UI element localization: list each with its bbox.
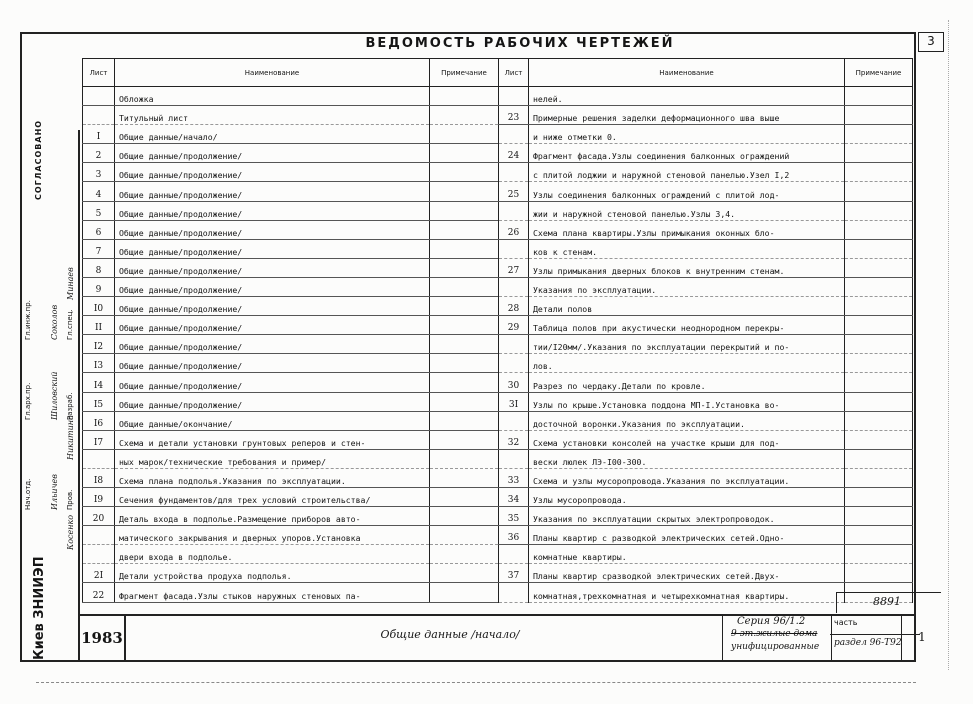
sheet-number-cell: 32: [499, 430, 529, 449]
note-cell: [430, 411, 499, 430]
note-cell: [430, 354, 499, 373]
name-0: Соколов: [50, 304, 59, 340]
table-row: [499, 258, 913, 277]
sheet-number-cell: [499, 277, 529, 296]
note-cell: [430, 583, 499, 602]
sheet-number-cell: 28: [499, 297, 529, 316]
sheet-number-cell: [499, 125, 529, 144]
note-cell: [845, 526, 913, 545]
sheet-number-cell: I: [83, 125, 115, 144]
table-row: [499, 125, 913, 144]
sheet-name-cell: Фрагмент фасада.Узлы стыков наружных стеновых па-: [115, 583, 430, 602]
name-5: Косенко: [66, 514, 75, 550]
sheet-number-cell: 6: [83, 220, 115, 239]
table-row: [83, 545, 499, 564]
note-cell: [845, 373, 913, 392]
table-row: [499, 487, 913, 506]
table-row: [83, 583, 499, 602]
table-row: [83, 144, 499, 163]
table-row: [83, 392, 499, 411]
table-row: [499, 201, 913, 220]
sheet-name-cell: Указания по эксплуатации.: [529, 277, 845, 296]
note-cell: [845, 144, 913, 163]
sheet-number-cell: [499, 449, 529, 468]
sheet-number-cell: 5: [83, 201, 115, 220]
sheet-name-cell: Общие данные/продолжение/: [115, 258, 430, 277]
table-row: [83, 526, 499, 545]
table-row: [83, 335, 499, 354]
sheet-name-cell: Общие данные/продолжение/: [115, 316, 430, 335]
note-cell: [845, 220, 913, 239]
note-cell: [845, 487, 913, 506]
note-cell: [845, 201, 913, 220]
table-row: [499, 411, 913, 430]
note-cell: [430, 430, 499, 449]
col-header-name: Наименование: [529, 59, 845, 87]
note-cell: [430, 144, 499, 163]
table-row: [83, 258, 499, 277]
sheet-name-cell: комнатные квартиры.: [529, 545, 845, 564]
note-cell: [845, 392, 913, 411]
sheet-number-cell: [83, 106, 115, 125]
note-cell: [845, 449, 913, 468]
table-row: [499, 239, 913, 258]
table-row: [499, 354, 913, 373]
note-cell: [845, 468, 913, 487]
sheet-number-cell: I3: [83, 354, 115, 373]
sheet-number-cell: I2: [83, 335, 115, 354]
table-row: [83, 220, 499, 239]
table-row: [499, 430, 913, 449]
part-label: часть: [830, 614, 920, 635]
series-block: [722, 614, 832, 662]
sheet-name-cell: ков к стенам.: [529, 239, 845, 258]
sheet-name-cell: Узлы по крыше.Установка поддона МП-I.Установка во-: [529, 392, 845, 411]
sheet-name-cell: Общие данные/продолжение/: [115, 239, 430, 258]
table-row: [83, 468, 499, 487]
note-cell: [845, 354, 913, 373]
note-cell: [430, 297, 499, 316]
sheet-name-cell: Титульный лист: [115, 106, 430, 125]
note-cell: [430, 277, 499, 296]
table-row: [83, 239, 499, 258]
sheet-name-cell: Узлы мусоропровода.: [529, 487, 845, 506]
note-cell: [845, 125, 913, 144]
note-cell: [845, 239, 913, 258]
table-row: [499, 316, 913, 335]
col-header-sheet: Лист: [499, 59, 529, 87]
sheet-number-cell: 22: [83, 583, 115, 602]
sheet-name-cell: досточной воронки.Указания по эксплуатации.: [529, 411, 845, 430]
sheet-number-cell: 4: [83, 182, 115, 201]
note-cell: [430, 163, 499, 182]
sheet-number-cell: 20: [83, 507, 115, 526]
table-row: [499, 87, 913, 106]
sheet-name-cell: двери входа в подполье.: [115, 545, 430, 564]
sheet-number-cell: 9: [83, 277, 115, 296]
sheet-number-cell: [499, 87, 529, 106]
sheet-name-cell: комнатная,трехкомнатная и четырехкомнатная квартиры.: [529, 583, 845, 602]
sheet-name-cell: Общие данные/продолжение/: [115, 201, 430, 220]
section-code: раздел 96-T92: [834, 638, 902, 648]
sheet-name-cell: Указания по эксплуатации скрытых электропроводок.: [529, 507, 845, 526]
table-row: [83, 297, 499, 316]
sheet-name-cell: Таблица полов при акустически неоднородном перекры-: [529, 316, 845, 335]
side-stamp: [22, 119, 80, 660]
sheet-number-cell: [499, 335, 529, 354]
sheet-number-cell: 3I: [499, 392, 529, 411]
table-row: [499, 335, 913, 354]
note-cell: [430, 316, 499, 335]
sheet-name-cell: Схема и детали установки грунтовых реперов и стен-: [115, 430, 430, 449]
table-row: [83, 411, 499, 430]
sheet-name-cell: вески люлек ЛЭ-I00-300.: [529, 449, 845, 468]
sheet-name-cell: Детали устройства продуха подполья.: [115, 564, 430, 583]
col-header-note: Примечание: [845, 59, 913, 87]
table-row: [499, 526, 913, 545]
sheet-number-cell: 34: [499, 487, 529, 506]
sheet-number-cell: I7: [83, 430, 115, 449]
table-row: [499, 182, 913, 201]
role-5: Пров.: [66, 489, 74, 510]
table-row: [83, 316, 499, 335]
table-row: [499, 545, 913, 564]
table-row: [83, 182, 499, 201]
table-row: [499, 564, 913, 583]
sheet-name-cell: с плитой лоджии и наружной стеновой панелью.Узел I,2: [529, 163, 845, 182]
note-cell: [430, 125, 499, 144]
table-row: [83, 354, 499, 373]
sheet-number-cell: I6: [83, 411, 115, 430]
note-cell: [430, 526, 499, 545]
role-0: Гл.инж.пр.: [24, 300, 32, 340]
series-desc-2: унифицированные: [731, 642, 820, 652]
right-sheet-table: [498, 58, 913, 603]
note-cell: [430, 239, 499, 258]
note-cell: [845, 507, 913, 526]
table-row: [499, 106, 913, 125]
sheet-name-cell: Схема плана квартиры.Узлы примыкания оконных бло-: [529, 220, 845, 239]
note-cell: [430, 449, 499, 468]
sheet-name-cell: Детали полов: [529, 297, 845, 316]
sheet-number: 1: [901, 614, 942, 662]
sheet-number-cell: [83, 87, 115, 106]
sheet-number-cell: 24: [499, 144, 529, 163]
sheet-number-cell: [499, 354, 529, 373]
note-cell: [430, 507, 499, 526]
table-row: [499, 277, 913, 296]
col-header-note: Примечание: [430, 59, 499, 87]
sheet-name-cell: тии/I20мм/.Указания по эксплуатации перекрытий и по-: [529, 335, 845, 354]
table-row: [83, 507, 499, 526]
sheet-number-cell: 23: [499, 106, 529, 125]
scan-edge-line-right: [948, 20, 949, 670]
note-cell: [430, 545, 499, 564]
sheet-name-cell: Общие данные/продолжение/: [115, 297, 430, 316]
table-row: [83, 106, 499, 125]
sheet-name-cell: Примерные решения заделки деформационного шва выше: [529, 106, 845, 125]
sheet-name-cell: Общие данные/продолжение/: [115, 354, 430, 373]
sheet-name-cell: Общие данные/продолжение/: [115, 373, 430, 392]
sheet-number-cell: [499, 163, 529, 182]
sheet-number-cell: I4: [83, 373, 115, 392]
sheet-number-cell: [499, 411, 529, 430]
name-2: Ильичев: [50, 474, 59, 510]
series-code: Серия 96/1.2: [737, 616, 806, 627]
note-cell: [845, 316, 913, 335]
note-cell: [845, 335, 913, 354]
note-cell: [430, 106, 499, 125]
table-row: [499, 163, 913, 182]
sheet-name-cell: Общие данные/продолжение/: [115, 277, 430, 296]
scan-edge-line: [36, 682, 916, 683]
note-cell: [430, 564, 499, 583]
document-title: ВЕДОМОСТЬ РАБОЧИХ ЧЕРТЕЖЕЙ: [365, 36, 675, 51]
sheet-number-cell: [499, 545, 529, 564]
note-cell: [845, 163, 913, 182]
note-cell: [845, 411, 913, 430]
table-row: [499, 220, 913, 239]
sheet-name-cell: Общие данные/окончание/: [115, 411, 430, 430]
archive-box: [836, 592, 941, 613]
table-row: [499, 392, 913, 411]
sheet-name-cell: Общие данные/продолжение/: [115, 163, 430, 182]
sheet-number-cell: [499, 239, 529, 258]
note-cell: [430, 182, 499, 201]
sheet-number-cell: 8: [83, 258, 115, 277]
table-row: [83, 373, 499, 392]
sheet-number-cell: I5: [83, 392, 115, 411]
table-row: [499, 449, 913, 468]
sheet-name-cell: Общие данные/продолжение/: [115, 335, 430, 354]
note-cell: [845, 297, 913, 316]
sheet-number-cell: 2: [83, 144, 115, 163]
name-1: Шиловский: [50, 371, 59, 420]
sheet-name-cell: Планы квартир с разводкой электрических сетей.Одно-: [529, 526, 845, 545]
table-row: [83, 487, 499, 506]
series-desc-1: 9-эт.жилые дома: [731, 629, 818, 639]
note-cell: [430, 201, 499, 220]
note-cell: [845, 545, 913, 564]
sheet-number-cell: [83, 545, 115, 564]
sheet-number-cell: 3: [83, 163, 115, 182]
sheet-number-cell: 25: [499, 182, 529, 201]
sheet-number-cell: 33: [499, 468, 529, 487]
note-cell: [845, 277, 913, 296]
sheet-number-cell: II: [83, 316, 115, 335]
col-header-name: Наименование: [115, 59, 430, 87]
table-row: [83, 163, 499, 182]
sheet-name-cell: Разрез по чердаку.Детали по кровле.: [529, 373, 845, 392]
sheet-name-cell: лов.: [529, 354, 845, 373]
sheet-caption: Общие данные /начало/: [380, 628, 520, 641]
page-number: 3: [918, 32, 944, 52]
table-row: [499, 468, 913, 487]
sheet-number-cell: 7: [83, 239, 115, 258]
note-cell: [845, 182, 913, 201]
sheet-number-cell: 35: [499, 507, 529, 526]
note-cell: [845, 430, 913, 449]
sheet-name-cell: нелей.: [529, 87, 845, 106]
sheet-number-cell: 36: [499, 526, 529, 545]
col-header-sheet: Лист: [83, 59, 115, 87]
sheet-name-cell: Общие данные/продолжение/: [115, 220, 430, 239]
note-cell: [430, 487, 499, 506]
note-cell: [430, 258, 499, 277]
sheet-name-cell: Общие данные/продолжение/: [115, 392, 430, 411]
table-row: [83, 449, 499, 468]
sheet-name-cell: Схема и узлы мусоропровода.Указания по эксплуатации.: [529, 468, 845, 487]
sheet-name-cell: Обложка: [115, 87, 430, 106]
sheet-number-cell: 30: [499, 373, 529, 392]
role-2: Нач.отд.: [24, 478, 32, 510]
sheet-name-cell: Планы квартир сразводкой электрических сетей.Двух-: [529, 564, 845, 583]
sheet-number-cell: [83, 526, 115, 545]
table-row: [83, 125, 499, 144]
sheet-number-cell: [499, 583, 529, 602]
left-sheet-table: [82, 58, 499, 603]
note-cell: [845, 258, 913, 277]
table-row: [83, 430, 499, 449]
sheet-number-cell: I8: [83, 468, 115, 487]
sheet-number-cell: 26: [499, 220, 529, 239]
note-cell: [430, 220, 499, 239]
sheet-name-cell: Сечения фундаментов/для трех условий строительства/: [115, 487, 430, 506]
sheet-number-cell: 27: [499, 258, 529, 277]
sheet-name-cell: Общие данные/продолжение/: [115, 144, 430, 163]
sheet-name-cell: Схема плана подполья.Указания по эксплуатации.: [115, 468, 430, 487]
table-row: [499, 507, 913, 526]
note-cell: [845, 87, 913, 106]
note-cell: [430, 335, 499, 354]
sheet-name-cell: Общие данные/начало/: [115, 125, 430, 144]
role-1: Гл.арх.пр.: [24, 382, 32, 420]
name-4: Никитина: [66, 415, 75, 460]
name-3: Минаев: [66, 267, 75, 300]
sheet-number-cell: 37: [499, 564, 529, 583]
sheet-name-cell: Деталь входа в подполье.Размещение приборов авто-: [115, 507, 430, 526]
table-row: [83, 277, 499, 296]
year-label: 1983: [80, 614, 126, 662]
table-row: [83, 87, 499, 106]
note-cell: [430, 373, 499, 392]
note-cell: [430, 392, 499, 411]
sheet-number-cell: I9: [83, 487, 115, 506]
sheet-name-cell: и ниже отметки 0.: [529, 125, 845, 144]
sheet-name-cell: Общие данные/продолжение/: [115, 182, 430, 201]
sheet-name-cell: ных марок/технические требования и пример/: [115, 449, 430, 468]
note-cell: [430, 87, 499, 106]
sheet-name-cell: Узлы примыкания дверных блоков к внутренним стенам.: [529, 258, 845, 277]
sheet-number-cell: I0: [83, 297, 115, 316]
org-label: Киев ЗНИИЭП: [32, 556, 47, 660]
sheet-number-cell: [83, 449, 115, 468]
table-row: [83, 201, 499, 220]
table-row: [83, 564, 499, 583]
sheet-name-cell: Фрагмент фасада.Узлы соединения балконных ограждений: [529, 144, 845, 163]
sheet-number-cell: [499, 201, 529, 220]
note-cell: [430, 468, 499, 487]
note-cell: [845, 106, 913, 125]
archive-number: 8891: [873, 595, 901, 608]
sheet-name-cell: жии и наружной стеновой панелью.Узлы 3,4.: [529, 201, 845, 220]
table-row: [499, 373, 913, 392]
role-3: Гл.спец.: [66, 309, 74, 340]
note-cell: [845, 564, 913, 583]
table-row: [499, 144, 913, 163]
table-row: [499, 297, 913, 316]
sheet-name-cell: Схема установки консолей на участке крыши для под-: [529, 430, 845, 449]
agreed-label: СОГЛАСОВАНО: [34, 119, 43, 200]
sheet-number-cell: 29: [499, 316, 529, 335]
role-4: Разраб.: [66, 392, 74, 420]
sheet-name-cell: Узлы соединения балконных ограждений с плитой лод-: [529, 182, 845, 201]
sheet-number-cell: 2I: [83, 564, 115, 583]
sheet-name-cell: матического закрывания и дверных упоров.Установка: [115, 526, 430, 545]
